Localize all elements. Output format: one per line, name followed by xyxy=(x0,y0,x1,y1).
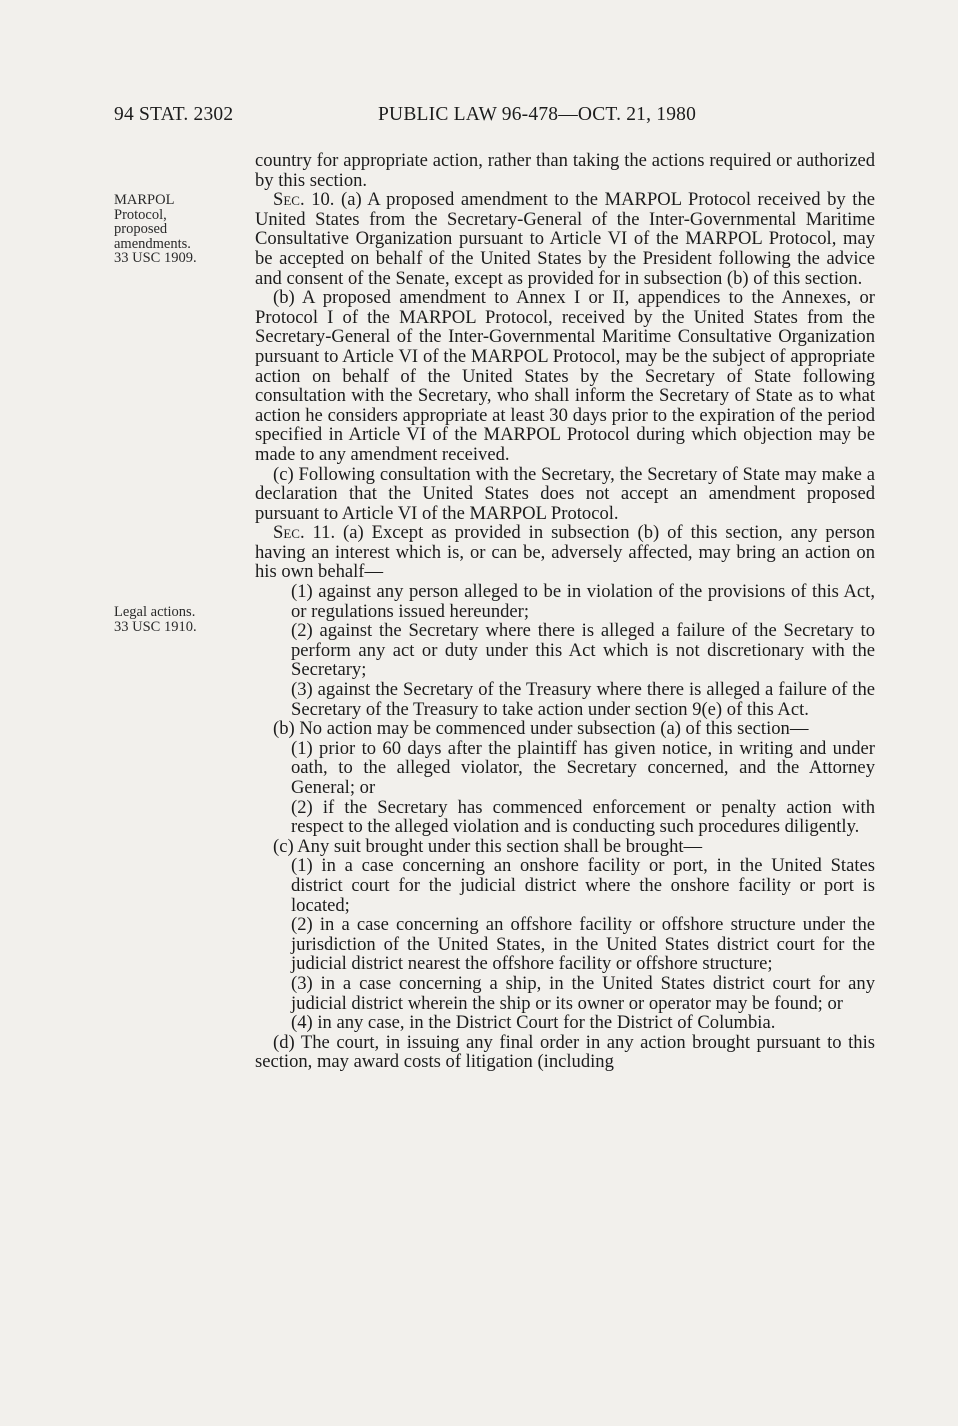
section-label: Sec. xyxy=(273,522,305,544)
section-11-c-3: (3) in a case concerning a ship, in the United States district court for any judicial district wherein the ship or its owner or operator may be found; or xyxy=(291,972,875,1014)
section-11-b-1: (1) prior to 60 days after the plaintiff has given notice, in writing and under oath, to the alleged violator, the Secretary concerned, and the Attorney General; or xyxy=(291,737,875,798)
section-10-b: (b) A proposed amendment to Annex I or II, appendices to the Annexes, or Protocol I of the MARPOL Protocol, received by the United States from the Secretary-General of the Inter-Governmental Maritime Consultative Organization pursuant to Article VI of the MARPOL Protocol, may be the subject of appropriate action on behalf of the United States by the Secretary of State following consultation with the Secretary, who shall inform the Secretary of State as to what action he considers appropriate at least 30 days prior to the expiration of the period specified in Article VI of the MARPOL Protocol during which objection may be made to any amendment received. xyxy=(255,287,875,465)
section-10-a: Sec. 10. (a) A proposed amendment to the MARPOL Protocol received by the United States from the Secretary-General of the Inter-Governmental Maritime Consultative Organization pursuant to Article VI of the MARPOL Protocol, may be accepted on behalf of the United States by the President following the advice and consent of the Senate, except as provided for in subsection (b) of this section. xyxy=(255,189,875,289)
page-header xyxy=(114,104,874,130)
statute-citation: 94 STAT. 2302 xyxy=(114,104,234,125)
margin-note-line: 33 USC 1910. xyxy=(114,618,197,635)
statute-body xyxy=(255,151,875,1072)
section-11-c-2: (2) in a case concerning an offshore facility or offshore structure under the jurisdiction of the United States, in the United States district court for the judicial district nearest the offshore facility or offshore structure; xyxy=(291,914,875,975)
margin-note-marpol xyxy=(114,193,224,266)
margin-note-line: Protocol, xyxy=(114,206,167,223)
paragraph-continuation: country for appropriate action, rather than taking the actions required or authorized by this section. xyxy=(255,150,875,191)
section-11-d: (d) The court, in issuing any final order in any action brought pursuant to this section, may award costs of litigation (including xyxy=(255,1031,875,1073)
margin-note-line: amendments. xyxy=(114,235,191,252)
section-11-a-3: (3) against the Secretary of the Treasury where there is alleged a failure of the Secretary of the Treasury to take action under section 9(e) of this Act. xyxy=(291,679,875,720)
section-11-c: (c) Any suit brought under this section shall be brought— xyxy=(273,835,703,857)
section-11-a-2: (2) against the Secretary where there is alleged a failure of the Secretary to perform any act or duty under this Act which is not discretionary with the Secretary; xyxy=(291,620,875,681)
section-11-b: (b) No action may be commenced under subsection (a) of this section— xyxy=(273,718,809,740)
margin-note-line: 33 USC 1909. xyxy=(114,250,197,266)
section-11-c-1: (1) in a case concerning an onshore facility or port, in the United States district court for the judicial district where the onshore facility or port is located; xyxy=(291,855,875,916)
section-11-a-1: (1) against any person alleged to be in violation of the provisions of this Act, or regulations issued hereunder; xyxy=(291,581,875,622)
margin-note-line: Legal actions. xyxy=(114,604,196,620)
section-11-a: Sec. 11. (a) Except as provided in subsection (b) of this section, any person having an interest which is, or can be, adversely affected, may bring an action on his own behalf— xyxy=(255,522,875,583)
section-11-c-4: (4) in any case, in the District Court for the District of Columbia. xyxy=(291,1012,776,1034)
section-11-b-2: (2) if the Secretary has commenced enforcement or penalty action with respect to the alleged violation and is conducting such procedures diligently. xyxy=(291,796,875,838)
public-law-title: PUBLIC LAW 96-478—OCT. 21, 1980 xyxy=(378,104,697,125)
margin-note-line: MARPOL xyxy=(114,192,175,208)
section-label: Sec. xyxy=(273,189,305,211)
section-10-c: (c) Following consultation with the Secretary, the Secretary of State may make a declaration that the United States does not accept an amendment proposed pursuant to Article VI of the MARPOL Protocol. xyxy=(255,463,875,524)
margin-note-line: proposed xyxy=(114,221,168,237)
margin-note-legal-actions xyxy=(114,605,224,634)
